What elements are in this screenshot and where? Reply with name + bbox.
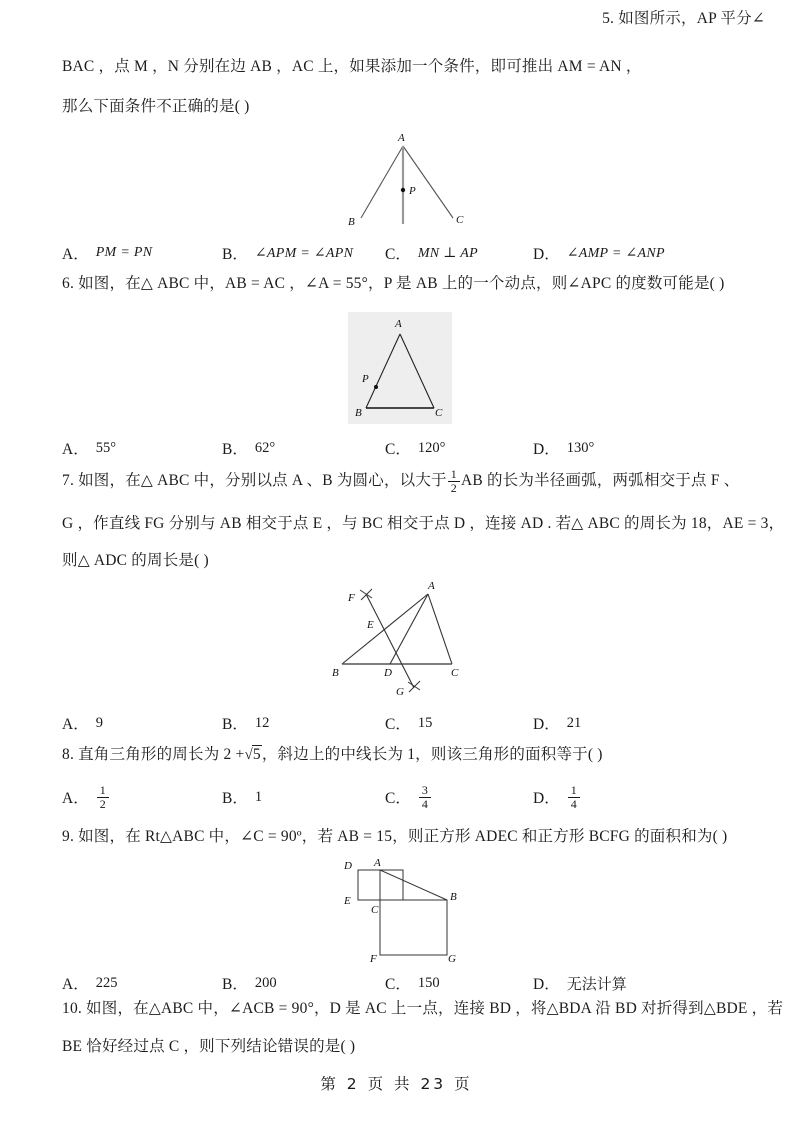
q5-line2-text: BAC ，点 M ，N 分别在边 AB ，AC 上，如果添加一个条件，即可推出 AM = AN ， (62, 58, 642, 75)
q9-option-d[interactable] (533, 968, 627, 998)
q7-option-d-value: 21 (566, 714, 582, 731)
q6-option-c-label: C． (385, 441, 411, 458)
q8-option-a-denominator: 2 (97, 797, 109, 811)
q6-label-a: A (395, 318, 402, 330)
q6-side-ab (366, 334, 400, 408)
q8-option-d-denominator: 4 (568, 797, 580, 811)
q7-label-b: B (332, 667, 339, 679)
q5-ray-ab (361, 146, 403, 218)
q7-option-a-label: A． (62, 716, 89, 733)
q9-line1-text: 9. 如图，在 Rt△ABC 中，∠C = 90º，若 AB = 15，则正方形 ADEC 和正方形 BCFG 的面积和为( ) (62, 828, 728, 845)
q7-label-a: A (428, 580, 435, 592)
q7-figure (330, 576, 465, 698)
q6-figure (348, 312, 452, 424)
q7-option-c-label: C． (385, 716, 411, 733)
q9-option-b[interactable] (222, 968, 277, 998)
q10-line2 (62, 1038, 355, 1057)
q9-label-g: G (448, 953, 456, 965)
q7-option-d[interactable] (533, 708, 581, 738)
q7-option-b[interactable] (222, 708, 269, 738)
q8-line1 (62, 745, 603, 765)
q5-option-d-value: ∠AMP = ∠ANP (566, 245, 665, 261)
q5-option-d-label: D． (533, 246, 560, 263)
q9-label-a: A (374, 857, 381, 869)
q5-figure (325, 128, 485, 233)
q8-option-d-fraction (568, 784, 580, 810)
q5-line3 (62, 98, 250, 117)
q7-label-c: C (451, 667, 459, 679)
q7-label-d: D (384, 667, 392, 679)
q6-side-ac (400, 334, 434, 408)
q10-line1-text: 10. 如图，在△ABC 中，∠ACB = 90°，D 是 AC 上一点，连接 BD ，将△BDA 沿 BD 对折得到△BDE ，若 (62, 1000, 784, 1017)
q7-label-f: F (348, 592, 355, 604)
q6-option-b-label: B． (222, 441, 248, 458)
q7-line3-text: 则△ ADC 的周长是( ) (62, 552, 209, 569)
q6-point-p-dot (374, 385, 378, 389)
q7-segment-ad (390, 594, 428, 664)
q8-option-d-label: D． (533, 790, 560, 807)
q6-option-c[interactable] (385, 433, 445, 463)
q5-option-a-label: A． (62, 246, 89, 263)
q5-option-a[interactable] (62, 238, 152, 268)
q8-option-a-label: A． (62, 790, 89, 807)
q8-option-a-numerator: 1 (99, 782, 106, 797)
q8-option-c-denominator: 4 (419, 797, 431, 811)
q9-label-f: F (370, 953, 377, 965)
page-footer-text: 第 2 页 共 23 页 (320, 1075, 473, 1093)
q7-option-c-value: 15 (417, 714, 433, 731)
q9-square-bcfg (380, 900, 447, 955)
q5-option-b-label: B． (222, 246, 248, 263)
q9-label-d: D (344, 860, 352, 872)
q7-label-e: E (367, 619, 374, 631)
q7-fraction-denominator: 2 (448, 481, 460, 495)
q5-option-c-label: C． (385, 246, 411, 263)
q9-option-a-value: 225 (95, 974, 118, 991)
q9-option-a[interactable] (62, 968, 117, 998)
q5-label-c: C (456, 214, 464, 226)
q5-ray-ac (403, 146, 453, 218)
q8-option-b-value: 1 (254, 788, 263, 805)
q9-label-e: E (344, 895, 351, 907)
q5-line2 (62, 58, 642, 77)
q5-line3-text: 那么下面条件不正确的是( ) (62, 98, 250, 115)
q9-option-c-label: C． (385, 976, 411, 993)
q8-option-c-fraction (419, 784, 431, 810)
q5-option-c-value: MN ⊥ AP (417, 245, 478, 261)
page-footer (0, 1072, 793, 1094)
q9-option-c[interactable] (385, 968, 440, 998)
q8-option-c[interactable] (385, 782, 432, 812)
q5-option-c[interactable] (385, 238, 478, 268)
q5-figure-svg (325, 128, 485, 233)
q7-option-b-label: B． (222, 716, 248, 733)
q7-option-b-value: 12 (254, 714, 270, 731)
q7-figure-svg (330, 576, 465, 698)
q8-sqrt (244, 745, 261, 765)
q7-line3 (62, 552, 209, 571)
q5-lead-text: 5. 如图所示，AP 平分∠ (602, 10, 765, 27)
q9-option-a-label: A． (62, 976, 89, 993)
q7-line2-text: G ，作直线 FG 分别与 AB 相交于点 E ，与 BC 相交于点 D ，连接 AD . 若△ ABC 的周长为 18，AE = 3， (62, 515, 785, 532)
q6-option-a[interactable] (62, 433, 116, 463)
q6-figure-svg (348, 312, 452, 424)
q8-option-a[interactable] (62, 782, 110, 812)
q7-line1-part-b: AB 的长为半径画弧，两弧相交于点 F 、 (460, 471, 740, 489)
q8-option-d[interactable] (533, 782, 581, 812)
q9-option-b-value: 200 (254, 974, 277, 991)
q9-option-d-label: D． (533, 976, 560, 993)
q6-option-c-value: 120° (417, 439, 446, 456)
q5-label-b: B (348, 216, 355, 228)
q7-fraction-numerator: 1 (450, 467, 457, 481)
q7-fraction-half (448, 468, 460, 494)
q10-line1 (62, 1000, 783, 1019)
q5-option-a-value: PM = PN (95, 245, 153, 260)
q9-label-c: C (371, 904, 379, 916)
q9-option-c-value: 150 (417, 974, 440, 991)
q9-figure (330, 855, 470, 965)
q7-option-a-value: 9 (95, 714, 103, 731)
q8-option-c-numerator: 3 (421, 782, 428, 797)
q7-option-d-label: D． (533, 716, 560, 733)
q8-option-b[interactable] (222, 782, 262, 812)
q6-label-b: B (355, 407, 362, 419)
q6-option-d-label: D． (533, 441, 560, 458)
q5-option-b[interactable] (222, 238, 353, 268)
q7-option-a[interactable] (62, 708, 103, 738)
q9-side-ab (380, 870, 447, 900)
q6-option-b-value: 62° (254, 439, 276, 456)
q6-line1-text: 6. 如图，在△ ABC 中，AB = AC ，∠A = 55°，P 是 AB 上的一个动点，则∠APC 的度数可能是( ) (62, 275, 725, 292)
q7-label-g: G (396, 686, 404, 698)
q6-label-p: P (362, 373, 369, 385)
q8-line1-part-a: 8. 直角三角形的周长为 2 + (62, 745, 245, 763)
q8-line1-part-b: ，斜边上的中线长为 1，则该三角形的面积等于( ) (261, 745, 603, 763)
q9-label-b: B (450, 891, 457, 903)
q10-line2-text: BE 恰好经过点 C ，则下列结论错误的是( ) (62, 1038, 356, 1055)
q5-label-a: A (398, 132, 405, 144)
q5-point-p-dot (401, 188, 405, 192)
q5-label-p: P (409, 185, 416, 197)
q8-options (0, 782, 793, 827)
q6-line1 (62, 275, 724, 294)
q5-lead-line (602, 10, 765, 29)
q6-option-d[interactable] (533, 433, 594, 463)
q6-option-a-label: A． (62, 441, 89, 458)
q7-arc-mark-g-2 (409, 681, 420, 692)
q7-options (0, 708, 793, 742)
q7-arc-mark-f-2 (361, 589, 372, 600)
q8-sqrt-radical: √ (244, 747, 253, 763)
q7-option-c[interactable] (385, 708, 432, 738)
q9-figure-svg (330, 855, 470, 965)
q7-line1-part-a: 7. 如图，在△ ABC 中，分别以点 A 、B 为圆心，以大于 (62, 471, 447, 489)
q9-line1 (62, 828, 727, 847)
q5-options (0, 238, 793, 272)
q7-side-ac (428, 594, 452, 664)
q6-option-d-value: 130° (566, 439, 595, 456)
q8-option-b-label: B． (222, 790, 248, 807)
q6-label-c: C (435, 407, 443, 419)
q5-option-b-value: ∠APM = ∠APN (254, 245, 354, 261)
q5-option-d[interactable] (533, 238, 665, 268)
q8-option-a-fraction (97, 784, 109, 810)
q8-option-c-label: C． (385, 790, 411, 807)
q6-option-b[interactable] (222, 433, 275, 463)
q9-options (0, 968, 793, 1002)
q7-line2 (62, 515, 784, 534)
q6-option-a-value: 55° (95, 439, 117, 456)
q7-side-ba (342, 594, 428, 664)
q6-options (0, 433, 793, 467)
q8-sqrt-radicand: 5 (252, 746, 261, 763)
q8-option-d-numerator: 1 (570, 782, 577, 797)
q7-line1 (62, 468, 739, 494)
q9-option-b-label: B． (222, 976, 248, 993)
q9-option-d-value: 无法计算 (566, 974, 627, 993)
